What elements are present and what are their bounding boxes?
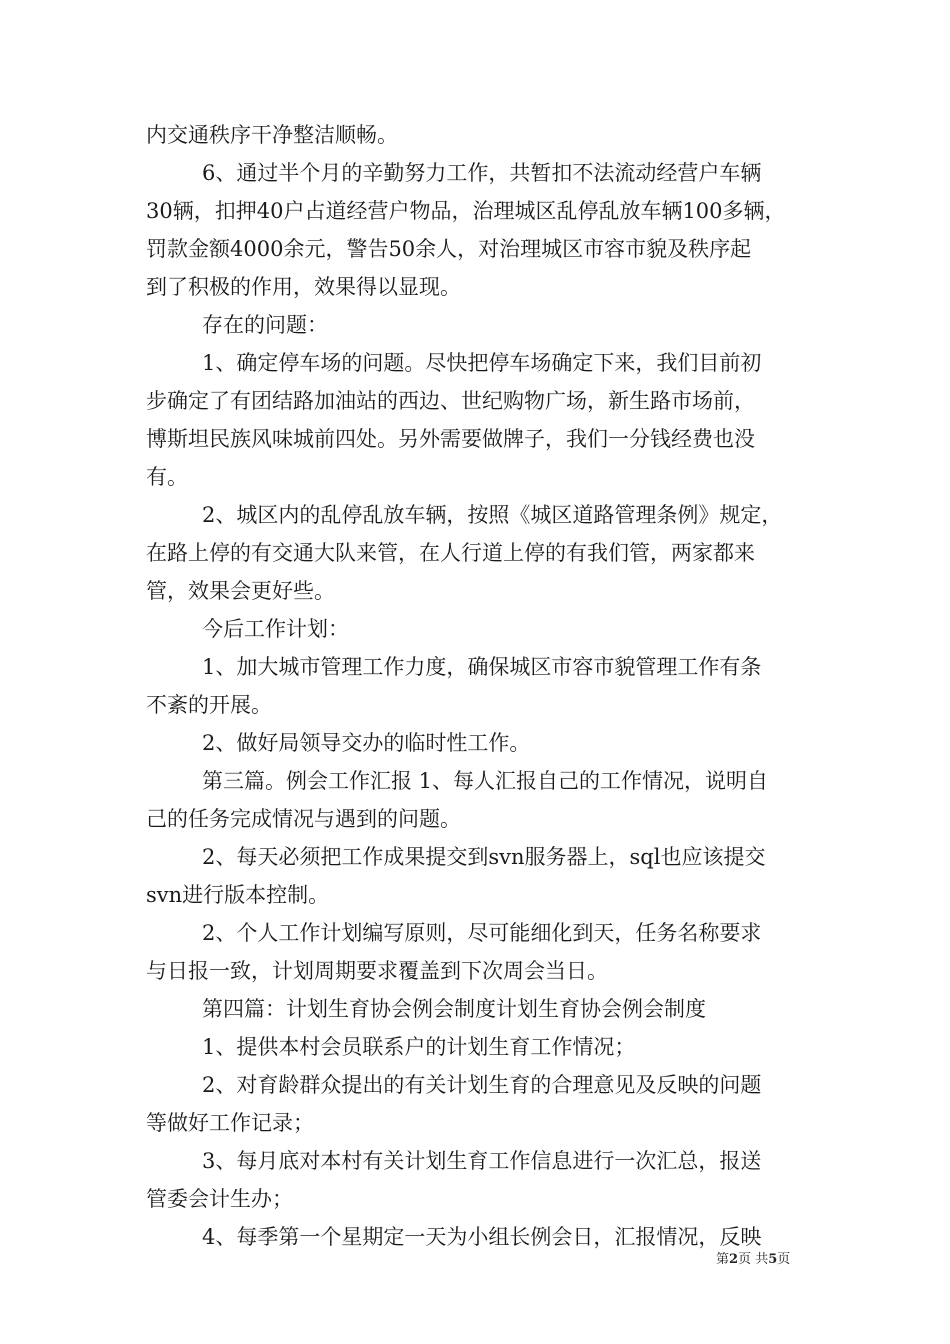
text-line: 2、个人工作计划编写原则，尽可能细化到天，任务名称要求 — [202, 921, 762, 945]
text-line: 1、提供本村会员联系户的计划生育工作情况； — [202, 1035, 636, 1059]
text-line: 管，效果会更好些。 — [146, 579, 335, 603]
text-line: 己的任务完成情况与遇到的问题。 — [146, 807, 461, 831]
text-line: 步确定了有团结路加油站的西边、世纪购物广场，新生路市场前， — [146, 389, 755, 413]
text-line: 4、每季第一个星期定一天为小组长例会日，汇报情况，反映 — [202, 1225, 762, 1249]
text-line: 不紊的开展。 — [146, 693, 272, 717]
text-line: 30辆，扣押40户占道经营户物品，治理城区乱停乱放车辆100多辆， — [146, 199, 786, 223]
footer-total-pages: 5 — [768, 1252, 778, 1267]
footer-suffix: 页 — [777, 1252, 791, 1267]
text-line: 存在的问题： — [202, 313, 328, 337]
text-line: 有。 — [146, 465, 188, 489]
footer-current-page: 2 — [729, 1252, 739, 1267]
text-line: 3、每月底对本村有关计划生育工作信息进行一次汇总，报送 — [202, 1149, 762, 1173]
text-line: 到了积极的作用，效果得以显现。 — [146, 275, 461, 299]
text-line: 2、做好局领导交办的临时性工作。 — [202, 731, 531, 755]
text-line: 今后工作计划： — [202, 617, 349, 641]
page-footer — [716, 1252, 790, 1268]
text-line: 内交通秩序干净整洁顺畅。 — [146, 123, 398, 147]
text-line: 等做好工作记录； — [146, 1111, 314, 1135]
text-line: 6、通过半个月的辛勤努力工作，共暂扣不法流动经营户车辆 — [202, 161, 762, 185]
document-body — [146, 116, 808, 1256]
footer-middle: 页 共 — [738, 1252, 769, 1267]
text-line: 2、城区内的乱停乱放车辆，按照《城区道路管理条例》规定， — [202, 503, 783, 527]
text-line: 第四篇：计划生育协会例会制度计划生育协会例会制度 — [202, 997, 706, 1021]
text-line: 2、每天必须把工作成果提交到svn服务器上，sql也应该提交 — [202, 845, 766, 869]
text-line: 2、对育龄群众提出的有关计划生育的合理意见及反映的问题 — [202, 1073, 762, 1097]
text-line: 1、确定停车场的问题。尽快把停车场确定下来，我们目前初 — [202, 351, 762, 375]
text-line: 与日报一致，计划周期要求覆盖到下次周会当日。 — [146, 959, 608, 983]
text-line: 1、加大城市管理工作力度，确保城区市容市貌管理工作有条 — [202, 655, 762, 679]
footer-prefix: 第 — [716, 1252, 730, 1267]
text-line: 管委会计生办； — [146, 1187, 293, 1211]
text-line: 博斯坦民族风味城前四处。另外需要做牌子，我们一分钱经费也没 — [146, 427, 755, 451]
text-line: 罚款金额4000余元，警告50余人，对治理城区市容市貌及秩序起 — [146, 237, 752, 261]
text-line: svn进行版本控制。 — [146, 883, 330, 907]
text-line: 在路上停的有交通大队来管，在人行道上停的有我们管，两家都来 — [146, 541, 755, 565]
text-line: 第三篇。例会工作汇报 1、每人汇报自己的工作情况，说明自 — [202, 769, 769, 793]
